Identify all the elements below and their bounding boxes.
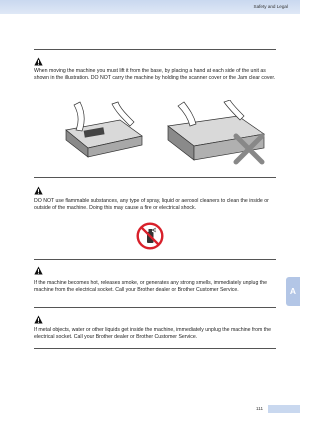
warning-text-liquids: If metal objects, water or other liquids get inside the machine, immediately unplug the machine from the electrical socket. Call your Brother dealer or Brother Customer Service. (34, 327, 272, 340)
section-rule (34, 49, 276, 50)
section-rule (34, 177, 276, 178)
warning-icon (34, 186, 43, 195)
warning-text-moving: When moving the machine you must lift it from the base, by placing a hand at each side of the unit as shown in the illustration. DO NOT carry the machine by holding the scanner cover or the Jam clear cover. (34, 68, 276, 81)
chapter-tab-label: A (289, 286, 297, 296)
section-rule (34, 348, 276, 349)
chapter-tab (286, 277, 300, 306)
section-rule (34, 307, 276, 308)
footer-band (268, 405, 300, 413)
running-header: Safety and Legal (253, 4, 288, 9)
warning-icon (34, 57, 43, 66)
warning-text-hot: If the machine becomes hot, releases smoke, or generates any strong smells, immediately unplug the machine from the electrical socket. Call your Brother dealer or Brother Customer Service. (34, 280, 267, 293)
warning-icon (34, 315, 43, 324)
lift-machine-illustration (60, 100, 146, 160)
page-number: 111 (256, 406, 263, 411)
warning-text-flammable: DO NOT use flammable substances, any type of spray, liquid or aerosol cleaners to clean the inside or outside of the machine. Doing this may cause a fire or electrical shock. (34, 198, 269, 211)
warning-icon (34, 266, 43, 275)
no-spray-icon (136, 222, 164, 250)
section-rule (34, 259, 276, 260)
incorrect-lift-illustration (164, 100, 268, 166)
